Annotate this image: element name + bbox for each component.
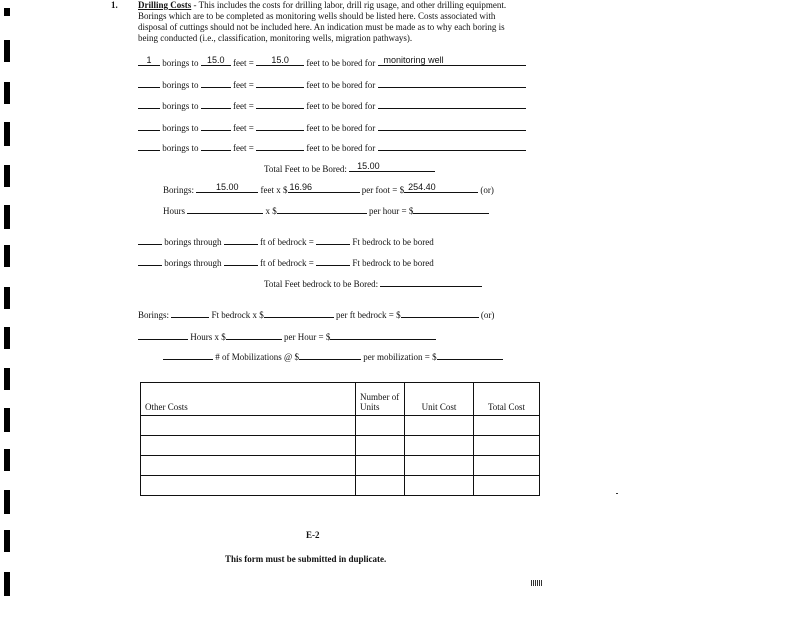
- boring-row: borings to feet = feet to be bored for: [138, 99, 526, 112]
- borings-feet-field[interactable]: 15.00: [196, 183, 258, 193]
- header-unit-cost: Unit Cost: [405, 383, 474, 416]
- boring-row: 1 borings to 15.0 feet = 15.0 feet to be bored for monitoring well: [138, 56, 526, 69]
- bedrock-bored-field[interactable]: [316, 235, 350, 245]
- section-title: Drilling Costs: [138, 0, 192, 10]
- boring-to-field[interactable]: [256, 141, 304, 151]
- total-cost-cell[interactable]: [474, 456, 540, 476]
- bedrock-hours-row: Hours x $ per Hour = $: [138, 330, 436, 343]
- borings-cost-row: Borings: 15.00 feet x $ 16.96 per foot = $ 254.40 (or): [163, 182, 494, 195]
- boring-count-field[interactable]: [138, 78, 160, 88]
- boring-count-field[interactable]: [138, 99, 160, 109]
- header-other-costs: Other Costs: [141, 383, 356, 416]
- bedrock-row: borings through ft of bedrock = Ft bedrock to be bored: [138, 235, 434, 248]
- mobilization-cost-field[interactable]: [437, 350, 503, 360]
- binding-mark: [4, 449, 10, 471]
- bedrock-cost-row: Borings: Ft bedrock x $ per ft bedrock = $ (or): [138, 310, 495, 320]
- total-feet-field[interactable]: 15.00: [349, 162, 435, 172]
- table-row: [141, 436, 540, 456]
- boring-purpose-field[interactable]: monitoring well: [378, 56, 526, 66]
- binding-mark: [4, 287, 10, 309]
- boring-from-field[interactable]: [201, 121, 231, 131]
- binding-mark: [4, 122, 10, 146]
- total-bedrock-row: Total Feet bedrock to be Bored:: [264, 277, 482, 290]
- boring-purpose-field[interactable]: [378, 141, 526, 151]
- description-line: Borings which are to be completed as monitoring wells should be listed here. Costs associated with: [138, 11, 496, 21]
- page-number: E-2: [306, 530, 320, 540]
- boring-from-field[interactable]: 15.0: [201, 56, 231, 66]
- units-cell[interactable]: [356, 456, 405, 476]
- binding-mark: [4, 245, 10, 267]
- header-total-cost: Total Cost: [474, 383, 540, 416]
- bedrock-hours-field[interactable]: [138, 330, 188, 340]
- boring-from-field[interactable]: [201, 99, 231, 109]
- bedrock-row: borings through ft of bedrock = Ft bedrock to be bored: [138, 256, 434, 269]
- bedrock-hourly-rate-field[interactable]: [226, 330, 282, 340]
- binding-mark: [4, 8, 10, 16]
- total-cost-cell[interactable]: [474, 436, 540, 456]
- other-cost-cell[interactable]: [141, 456, 356, 476]
- boring-to-field[interactable]: [256, 99, 304, 109]
- boring-row: borings to feet = feet to be bored for: [138, 78, 526, 91]
- table-header-row: [141, 383, 540, 416]
- boring-to-field[interactable]: 15.0: [256, 56, 304, 66]
- bedrock-through-field[interactable]: [224, 235, 258, 245]
- binding-mark: [4, 327, 10, 349]
- boring-purpose-field[interactable]: [378, 121, 526, 131]
- hourly-rate-field[interactable]: [277, 204, 367, 214]
- bedrock-count-field[interactable]: [138, 235, 162, 245]
- boring-from-field[interactable]: [201, 141, 231, 151]
- header-number-of-units: Number of Units: [356, 383, 405, 416]
- submission-note: This form must be submitted in duplicate.: [225, 554, 387, 564]
- other-cost-cell[interactable]: [141, 416, 356, 436]
- bedrock-feet-field[interactable]: [171, 308, 209, 318]
- mobilization-row: # of Mobilizations @ $ per mobilization = $: [163, 350, 503, 363]
- boring-row: borings to feet = feet to be bored for: [138, 141, 526, 154]
- bedrock-through-field[interactable]: [224, 256, 258, 266]
- other-cost-cell[interactable]: [141, 436, 356, 456]
- description-line: being conducted (i.e., classification, monitoring wells, migration pathways).: [138, 33, 413, 43]
- units-cell[interactable]: [356, 436, 405, 456]
- binding-mark: [4, 165, 10, 187]
- boring-count-field[interactable]: 1: [138, 56, 160, 66]
- boring-count-field[interactable]: [138, 141, 160, 151]
- binding-mark: [4, 40, 10, 62]
- boring-to-field[interactable]: [256, 121, 304, 131]
- binding-mark: [4, 205, 10, 229]
- section-heading: [138, 0, 506, 11]
- bedrock-count-field[interactable]: [138, 256, 162, 266]
- bedrock-cost-field[interactable]: [401, 308, 479, 318]
- units-cell[interactable]: [356, 416, 405, 436]
- binding-mark: [4, 490, 10, 514]
- table-row: [141, 476, 540, 496]
- unit-cost-cell[interactable]: [405, 456, 474, 476]
- rate-per-foot-field[interactable]: 16.96: [288, 183, 360, 193]
- total-bedrock-field[interactable]: [380, 277, 482, 287]
- binding-mark: [4, 82, 10, 104]
- scan-artifact: [531, 580, 543, 586]
- boring-from-field[interactable]: [201, 78, 231, 88]
- bedrock-bored-field[interactable]: [316, 256, 350, 266]
- other-costs-table: [140, 382, 540, 496]
- unit-cost-cell[interactable]: [405, 476, 474, 496]
- description-line: - This includes the costs for drilling labor, drill rig usage, and other drilling equipment.: [193, 0, 507, 10]
- boring-row: borings to feet = feet to be bored for: [138, 121, 526, 134]
- hourly-cost-field[interactable]: [413, 204, 489, 214]
- bedrock-hourly-cost-field[interactable]: [330, 330, 436, 340]
- boring-to-field[interactable]: [256, 78, 304, 88]
- section-number: 1.: [111, 0, 118, 10]
- unit-cost-cell[interactable]: [405, 416, 474, 436]
- boring-purpose-field[interactable]: [378, 78, 526, 88]
- other-cost-cell[interactable]: [141, 476, 356, 496]
- unit-cost-cell[interactable]: [405, 436, 474, 456]
- binding-mark: [4, 572, 10, 596]
- description-line: disposal of cuttings should not be included here. An indication must be made as to why each boring is: [138, 22, 505, 32]
- mobilization-rate-field[interactable]: [299, 350, 361, 360]
- hours-field[interactable]: [187, 204, 263, 214]
- table-row: [141, 456, 540, 476]
- mobilization-count-field[interactable]: [163, 350, 213, 360]
- boring-purpose-field[interactable]: [378, 99, 526, 109]
- total-feet-row: Total Feet to be Bored: 15.00: [264, 162, 435, 175]
- total-cost-cell[interactable]: [474, 476, 540, 496]
- boring-count-field[interactable]: [138, 121, 160, 131]
- scan-speck: [616, 493, 618, 494]
- hours-row: Hours x $ per hour = $: [163, 204, 489, 217]
- binding-mark: [4, 368, 10, 390]
- binding-mark: [4, 408, 10, 432]
- bedrock-rate-field[interactable]: [264, 308, 334, 318]
- binding-mark: [4, 530, 10, 552]
- units-cell[interactable]: [356, 476, 405, 496]
- table-row: [141, 416, 540, 436]
- boring-cost-field[interactable]: 254.40: [404, 183, 478, 193]
- total-cost-cell[interactable]: [474, 416, 540, 436]
